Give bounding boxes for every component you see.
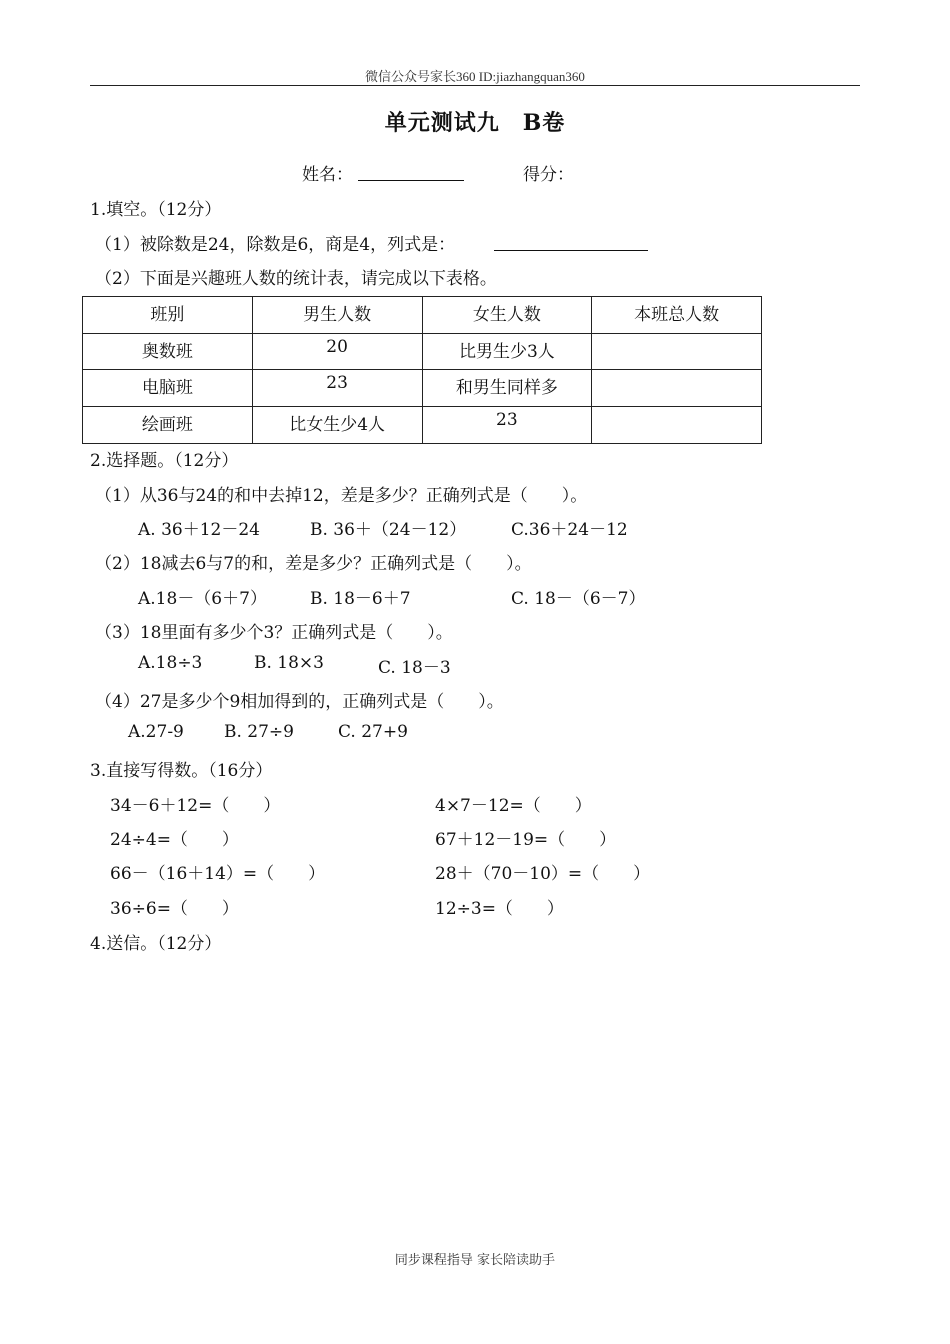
header-divider (90, 85, 860, 86)
calc-item[interactable]: 12÷3=（ ） (435, 899, 564, 919)
calc-item[interactable]: 28＋（70－10）=（ ） (435, 864, 651, 884)
score-label: 得分： (523, 165, 574, 185)
s2-q1-option-a[interactable]: A. 36＋12－24 (138, 520, 260, 540)
s2-question-1: （1）从36与24的和中去掉12，差是多少？正确列式是（ ）。 (95, 486, 588, 506)
table-cell: 比男生少3人 (422, 334, 592, 370)
table-header: 本班总人数 (592, 297, 762, 334)
s2-q3-option-b[interactable]: B. 18×3 (254, 653, 324, 673)
section-4-heading: 4.送信。（12分） (90, 934, 222, 954)
s2-q4-option-c[interactable]: C. 27+9 (338, 722, 408, 742)
table-header: 班别 (83, 297, 253, 334)
s2-q2-option-c[interactable]: C. 18－（6－7） (511, 589, 646, 609)
s1-question-1: （1）被除数是24，除数是6，商是4，列式是： (95, 235, 456, 255)
calc-item[interactable]: 66－（16＋14）=（ ） (110, 864, 326, 884)
table-row (83, 334, 762, 370)
calc-item[interactable]: 36÷6=（ ） (110, 899, 239, 919)
table-cell: 20 (252, 334, 422, 370)
section-1-heading: 1.填空。（12分） (90, 200, 222, 220)
s2-q3-option-a[interactable]: A.18÷3 (138, 653, 203, 673)
section-2-heading: 2.选择题。（12分） (90, 451, 239, 471)
s1-q1-answer-blank[interactable] (494, 230, 648, 251)
table-header-row (83, 297, 762, 334)
table-cell: 和男生同样多 (422, 370, 592, 407)
footer-text: 同步课程指导 家长陪读助手 (394, 1253, 556, 1268)
s2-q3-option-c[interactable]: C. 18－3 (378, 658, 451, 678)
table-cell: 电脑班 (83, 370, 253, 407)
s2-q2-option-a[interactable]: A.18－（6＋7） (138, 589, 267, 609)
table-cell: 比女生少4人 (252, 407, 422, 444)
calc-item[interactable]: 4×7－12=（ ） (435, 796, 592, 816)
s1-question-2: （2）下面是兴趣班人数的统计表，请完成以下表格。 (95, 269, 497, 289)
s2-question-4: （4）27是多少个9相加得到的，正确列式是（ ）。 (95, 692, 504, 712)
table-cell-answer[interactable] (592, 407, 762, 444)
table-cell: 绘画班 (83, 407, 253, 444)
table-row (83, 407, 762, 444)
calc-item[interactable]: 67＋12－19=（ ） (435, 830, 617, 850)
table-cell-answer[interactable] (592, 334, 762, 370)
stats-table (82, 296, 762, 444)
name-blank[interactable] (358, 160, 464, 181)
table-row (83, 370, 762, 407)
calc-item[interactable]: 34－6＋12=（ ） (110, 796, 281, 816)
s2-q1-option-c[interactable]: C.36＋24－12 (511, 520, 628, 540)
table-cell: 23 (422, 407, 592, 444)
page-title: 单元测试九 B卷 (384, 110, 566, 136)
header-text: 微信公众号家长360 ID:jiazhangquan360 (365, 69, 585, 84)
section-3-heading: 3.直接写得数。（16分） (90, 761, 273, 781)
s2-question-3: （3）18里面有多少个3？正确列式是（ ）。 (95, 623, 453, 643)
s2-question-2: （2）18减去6与7的和，差是多少？正确列式是（ ）。 (95, 554, 532, 574)
s2-q4-option-b[interactable]: B. 27÷9 (224, 722, 294, 742)
table-cell: 23 (252, 370, 422, 407)
name-label: 姓名： (302, 165, 353, 185)
s2-q4-option-a[interactable]: A.27-9 (128, 722, 184, 742)
s2-q2-option-b[interactable]: B. 18－6＋7 (310, 589, 411, 609)
table-header: 女生人数 (422, 297, 592, 334)
s2-q1-option-b[interactable]: B. 36＋（24－12） (310, 520, 467, 540)
table-cell-answer[interactable] (592, 370, 762, 407)
table-header: 男生人数 (252, 297, 422, 334)
table-cell: 奥数班 (83, 334, 253, 370)
calc-item[interactable]: 24÷4=（ ） (110, 830, 239, 850)
